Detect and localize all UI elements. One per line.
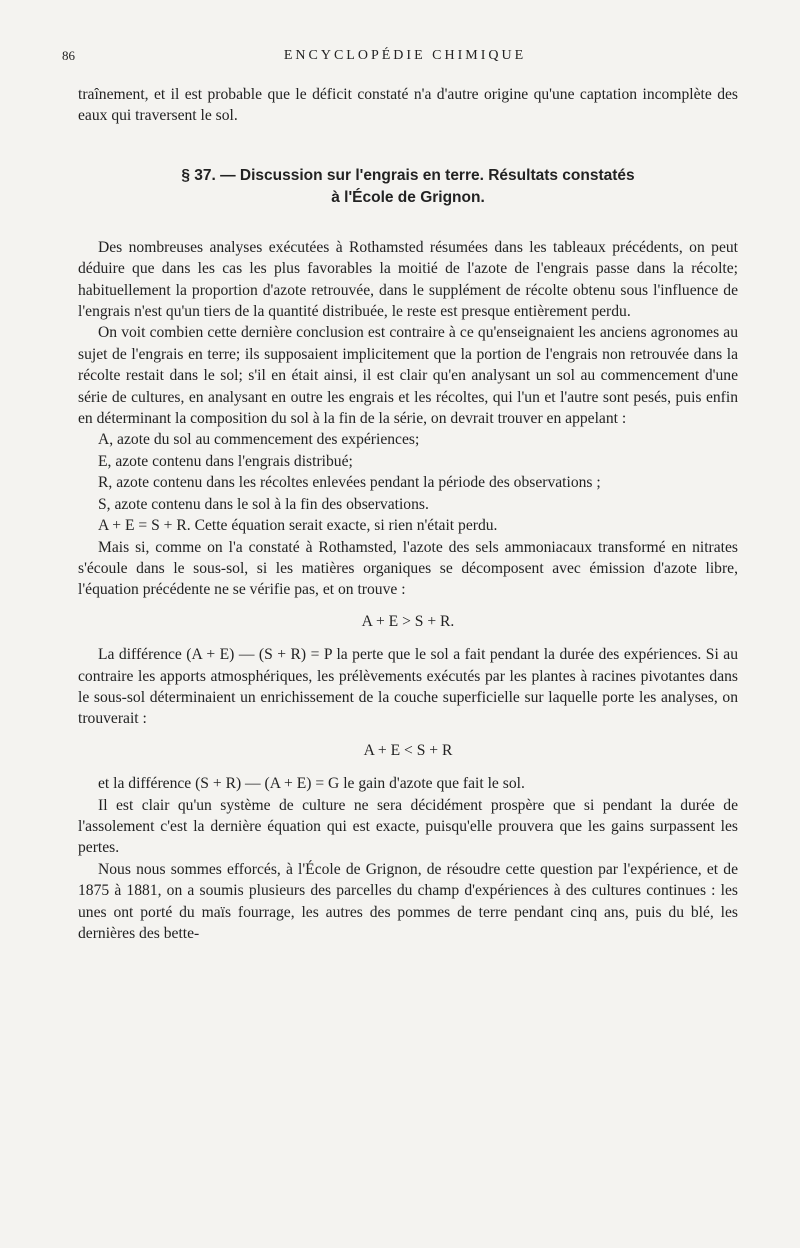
section-heading <box>78 165 738 209</box>
definition-item: S, azote contenu dans le sol à la fin des observations. <box>98 495 429 513</box>
definition-item: A, azote du sol au commencement des expériences; <box>98 431 420 449</box>
section-heading-line2: à l'École de Grignon. <box>331 188 485 206</box>
page-body <box>78 84 738 944</box>
running-title: ENCYCLOPÉDIE CHIMIQUE <box>283 48 527 63</box>
paragraph: Mais si, comme on l'a constaté à Rothamsted, l'azote des sels ammoniacaux transformé en nitrates s'écoule dans le sous-sol, si les matières organiques se décomposent avec émission d'azote libre, l'équation précédente ne se vérifie pas, et on trouve : <box>78 538 738 599</box>
paragraph: On voit combien cette dernière conclusion est contraire à ce qu'enseignaient les anciens agronomes au sujet de l'engrais en terre; ils supposaient implicitement que la portion de l'engrais non retrouvée dans la récolte restait dans le sol; s'il en était ainsi, il est clair qu'en analysant un sol au commencement d'une série de cultures, en analysant en outre les engrais et les récoltes, qui l'un et l'autre sont pesés, puis enfin en déterminant la composition du sol à la fin de la série, on devrait trouver en appelant : <box>78 324 738 428</box>
equation: A + E < S + R <box>363 741 453 759</box>
equation: A + E > S + R. <box>361 612 455 630</box>
paragraph: Nous nous sommes efforcés, à l'École de Grignon, de résoudre cette question par l'expérience, et de 1875 à 1881, on a soumis plusieurs des parcelles du champ d'expériences à des cultures continues : les unes ont porté du maïs fourrage, les autres des pommes de terre pendant cinq ans, puis du blé, les dernières des bette- <box>78 860 738 942</box>
definition-item: R, azote contenu dans les récoltes enlevées pendant la période des observations ; <box>98 474 601 492</box>
paragraph: La différence (A + E) — (S + R) = P la perte que le sol a fait pendant la durée des expériences. Si au contraire les apports atmosphériques, les prélèvements exécutés par les plantes à racines pivotantes dans le sous-sol déterminaient un enrichissement de la couche superficielle sur laquelle porte les analyses, on trouverait : <box>78 646 738 728</box>
paragraph-continuation: traînement, et il est probable que le déficit constaté n'a d'autre origine qu'une captation incomplète des eaux qui traversent le sol. <box>78 86 738 125</box>
paragraph: Des nombreuses analyses exécutées à Rothamsted résumées dans les tableaux précédents, on peut déduire que dans les cas les plus favorables la moitié de l'azote de l'engrais passe dans la récolte; habituellement la proportion d'azote retrouvée, dans le supplément de récolte obtenu sous l'influence de l'engrais n'est qu'un tiers de la quantité distribuée, le reste est presque entièrement perdu. <box>78 238 738 321</box>
definition-item: E, azote contenu dans l'engrais distribué; <box>98 452 353 470</box>
section-heading-line1: § 37. — Discussion sur l'engrais en terre. Résultats constatés <box>181 166 635 184</box>
paragraph: et la différence (S + R) — (A + E) = G le gain d'azote que fait le sol. <box>98 775 525 793</box>
paragraph: Il est clair qu'un système de culture ne sera décidément prospère que si pendant la durée de l'assolement c'est la dernière équation qui est exacte, puisqu'elle prouvera que les gains surpassent les pertes. <box>78 796 738 857</box>
page-header <box>62 44 748 68</box>
paragraph: A + E = S + R. Cette équation serait exacte, si rien n'était perdu. <box>98 517 498 535</box>
page-number: 86 <box>62 48 75 63</box>
